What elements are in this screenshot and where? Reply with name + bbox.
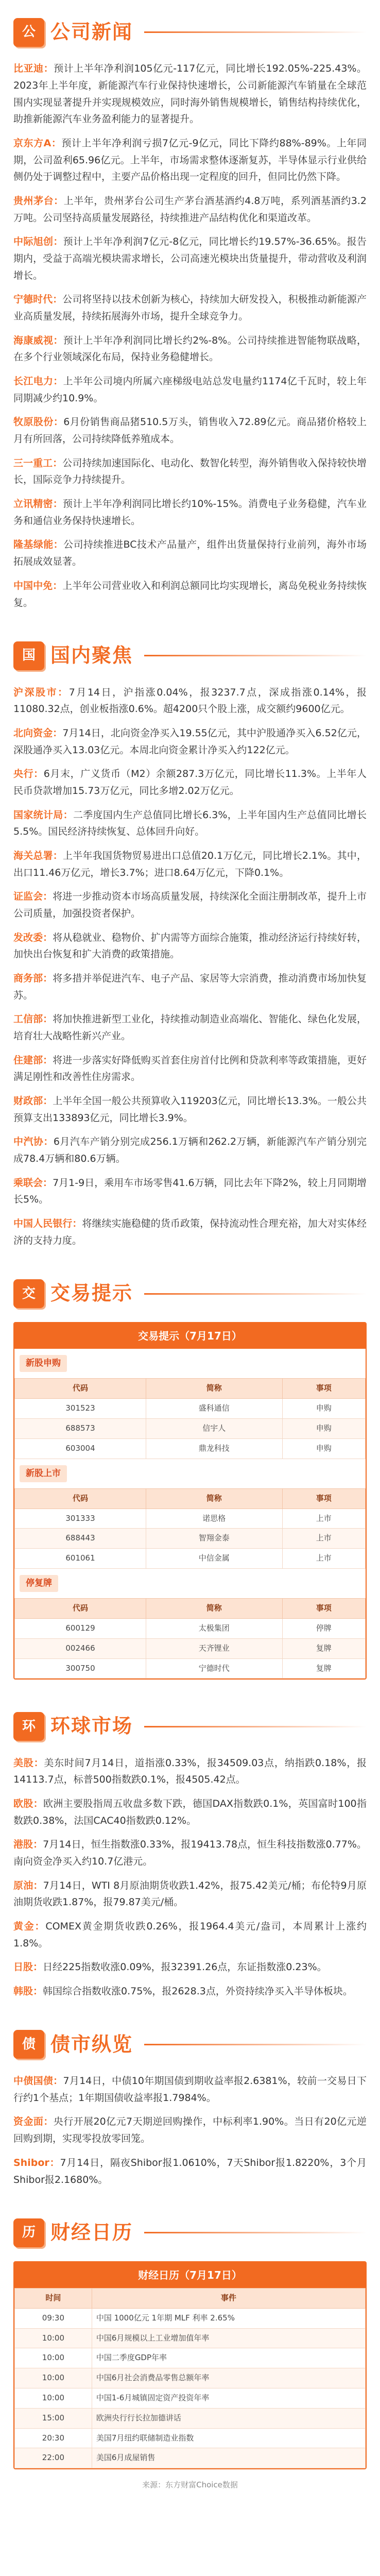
table-cell: 600129 <box>15 1618 146 1638</box>
section-header <box>13 639 367 672</box>
section-header <box>13 1709 367 1743</box>
news-item-subject: 中债国债： <box>13 2075 63 2087</box>
news-item <box>13 291 367 325</box>
section-divider <box>144 1293 367 1295</box>
section-title: 公司新闻 <box>50 21 133 43</box>
bond-icon: 债 <box>13 2030 44 2059</box>
news-item-subject: 港股： <box>13 1839 43 1851</box>
table-cell: 上市 <box>282 1509 365 1529</box>
news-item <box>13 1755 367 1788</box>
table-cell: 智翔金泰 <box>146 1529 282 1549</box>
table-cell: 10:00 <box>15 2328 92 2348</box>
table-row <box>15 1618 366 1638</box>
calendar-icon: 历 <box>13 2218 44 2247</box>
column-header: 代码 <box>15 1488 146 1509</box>
news-item-text: 将多措并举促进汽车、电子产品、家居等大宗消费，推动消费市场加快复苏。 <box>13 972 367 1001</box>
table-row <box>15 1658 366 1679</box>
tips-grid <box>14 1488 366 1569</box>
news-item <box>13 496 367 529</box>
news-item <box>13 888 367 922</box>
news-item-text: 二季度国内生产总值同比增长6.3%，上半年国内生产总值同比增长5.5%。国民经济持续恢复、总体回升向好。 <box>13 809 367 838</box>
news-item-text: 欧洲主要股指周五收盘多数下跌，德国DAX指数跌0.1%，英国富时100指数跌0.38%，法国CAC40指数跌0.12%。 <box>13 1798 367 1826</box>
table-cell: 09:30 <box>15 2308 92 2328</box>
table-cell: 中国 1000亿元 1年期 MLF 利率 2.65% <box>92 2308 365 2328</box>
news-item-subject: 中国中免： <box>13 580 63 591</box>
news-item-subject: 工信部： <box>13 1013 53 1025</box>
global-market-section <box>0 1694 380 2012</box>
news-item-subject: 海关总署： <box>13 850 63 861</box>
company-news-section <box>0 0 380 623</box>
news-item-text: 日经225指数收涨0.09%，报32391.26点，东证指数涨0.23%。 <box>43 1961 327 1973</box>
table-cell: 欧洲央行行长拉加德讲话 <box>92 2408 365 2428</box>
tips-grid <box>14 1378 366 1459</box>
news-item-subject: 住建部： <box>13 1054 53 1066</box>
news-item <box>13 1011 367 1044</box>
news-item-text: 将进一步落实好降低购买首套住房首付比例和贷款利率等政策措施，更好满足刚性和改善性住房需求。 <box>13 1054 367 1083</box>
table-row <box>15 1549 366 1569</box>
table-cell: 688443 <box>15 1529 146 1549</box>
table-cell: 复牌 <box>282 1658 365 1679</box>
news-item-text: 预计上半年净利润亏损7亿元-9亿元，同比下降约88%-89%。上年同期，公司盈利65.96亿元。上半年，市场需求整体逐渐复苏，半导体显示行业供给侧仍处于调整过程中，主要产品价格出现一定程度的回升，但同比仍然下降。 <box>13 138 367 183</box>
table-cell: 601061 <box>15 1549 146 1569</box>
table-row <box>15 2408 366 2428</box>
news-item <box>13 455 367 488</box>
news-item-subject: 韩股： <box>13 1986 43 1997</box>
news-item-text: 7月14日，北向资金净买入19.55亿元，其中沪股通净买入6.52亿元，深股通净买入13.03亿元。本周北向资金累计净买入约122亿元。 <box>13 727 367 756</box>
news-item-subject: 央行： <box>13 768 44 780</box>
news-item-subject: 原油： <box>13 1879 43 1891</box>
news-item-text: 央行开展20亿元7天期逆回购操作，中标利率1.90%。当日有20亿元逆回购到期，实现零投放零回笼。 <box>13 2116 367 2145</box>
table-cell: 10:00 <box>15 2348 92 2368</box>
table-cell: 天齐锂业 <box>146 1638 282 1658</box>
news-item-text: 美东时间7月14日，道指涨0.33%，报34509.03点，纳指跌0.18%，报14113.7点，标普500指数跌0.1%，报4505.42点。 <box>13 1757 367 1786</box>
news-item-text: 将加快推进新型工业化，持续推动制造业高端化、智能化、绿色化发展，培育壮大战略性新兴产业。 <box>13 1013 367 1042</box>
news-item <box>13 536 367 570</box>
news-item-text: 7月14日，恒生指数涨0.33%，报19413.78点，恒生科技指数涨0.77%。南向资金净买入约10.7亿港元。 <box>13 1839 367 1868</box>
globe-icon: 环 <box>13 1712 44 1741</box>
table-cell: 20:30 <box>15 2428 92 2448</box>
table-cell: 中国6月社会消费品零售总额年率 <box>92 2368 365 2388</box>
table-cell: 宁德时代 <box>146 1658 282 1679</box>
finance-calendar-section <box>0 2200 380 2497</box>
table-row <box>15 1399 366 1419</box>
section-divider <box>144 2044 367 2045</box>
news-item-text: 上半年全国一般公共预算收入119203亿元，同比增长13.3%。一般公共预算支出133893亿元，同比增长3.9%。 <box>13 1095 367 1124</box>
news-item-text: 7月1-9日，乘用车市场零售41.6万辆，同比去年下降2%，较上月同期增长5%。 <box>13 1177 367 1206</box>
news-item <box>13 1175 367 1208</box>
table-cell: 301523 <box>15 1399 146 1419</box>
news-item-subject: 发改委： <box>13 931 53 943</box>
news-item <box>13 2073 367 2106</box>
table-cell: 中国二季度GDP年率 <box>92 2348 365 2368</box>
news-item-text: 预计上半年净利润7亿元-8亿元，同比增长约19.57%-36.65%。报告期内，受益于高端光模块需求增长，公司高速光模块出货量提升，带动营收及利润增长。 <box>13 236 367 281</box>
news-item-text: 6月末，广义货币（M2）余额287.3万亿元，同比增长11.3%。上半年人民币贷款增加15.73万亿元，同比多增2.02万亿元。 <box>13 768 367 796</box>
news-item-subject: 长江电力： <box>13 376 63 387</box>
column-header: 简称 <box>146 1379 282 1399</box>
news-item <box>13 1918 367 1952</box>
news-item-subject: 海康威视： <box>13 334 63 346</box>
table-row <box>15 1438 366 1459</box>
section-title: 财经日历 <box>50 2221 133 2244</box>
news-item <box>13 1052 367 1086</box>
table-row <box>15 2428 366 2448</box>
column-header-time: 时间 <box>15 2288 92 2308</box>
news-item-subject: 立讯精密： <box>13 498 63 510</box>
news-item <box>13 233 367 284</box>
company-news-icon: 公 <box>13 18 44 47</box>
news-item <box>13 725 367 758</box>
table-row <box>15 2448 366 2468</box>
news-item-text: 7月14日，隔夜Shibor报1.0610%，7天Shibor报1.8220%，3个月Shibor报2.1680%。 <box>13 2157 367 2185</box>
news-item <box>13 1959 367 1976</box>
news-item-subject: 北向资金： <box>13 727 63 739</box>
news-item <box>13 193 367 226</box>
section-title: 交易提示 <box>50 1282 133 1305</box>
news-item <box>13 1215 367 1249</box>
table-cell: 申购 <box>282 1438 365 1459</box>
news-item <box>13 766 367 799</box>
news-item-subject: 黄金： <box>13 1921 46 1933</box>
news-item-subject: 三一重工： <box>13 457 63 469</box>
news-item-text: 6月汽车产销分别完成256.1万辆和262.2万辆，新能源汽车产销分别完成78.4万辆和80.6万辆。 <box>13 1136 367 1164</box>
table-cell: 002466 <box>15 1638 146 1658</box>
news-item <box>13 929 367 963</box>
news-item-text: 上半年公司营业收入和利润总额同比均实现增长，离岛免税业务持续恢复。 <box>13 580 367 608</box>
news-item-subject: 贵州茅台： <box>13 195 64 207</box>
news-item-text: 上半年公司境内所属六座梯级电站总发电量约1174亿千瓦时，较上年同期减少约10.9%。 <box>13 376 367 404</box>
table-cell: 盛科通信 <box>146 1399 282 1419</box>
column-header: 简称 <box>146 1599 282 1619</box>
table-cell: 10:00 <box>15 2388 92 2408</box>
table-row <box>15 2308 366 2328</box>
table-cell: 美国7月纽约联储制造业指数 <box>92 2428 365 2448</box>
news-item <box>13 1093 367 1126</box>
column-header: 代码 <box>15 1599 146 1619</box>
news-item <box>13 807 367 840</box>
table-cell: 10:00 <box>15 2368 92 2388</box>
section-divider <box>144 1726 367 1727</box>
news-item <box>13 684 367 718</box>
news-item-subject: 欧股： <box>13 1798 43 1810</box>
table-cell: 300750 <box>15 1658 146 1679</box>
trading-tips-section <box>0 1261 380 1694</box>
news-item-subject: 证监会： <box>13 891 53 903</box>
section-divider <box>144 31 367 33</box>
table-cell: 15:00 <box>15 2408 92 2428</box>
news-item <box>13 1795 367 1829</box>
table-cell: 中国1-6月城镇固定资产投资年率 <box>92 2388 365 2408</box>
news-item-text: 上半年我国货物贸易进出口总值20.1万亿元，同比增长2.1%。其中，出口11.46万亿元，增长3.7%；进口8.64万亿元，下降0.1%。 <box>13 850 367 878</box>
news-item-subject: 京东方A： <box>13 138 62 149</box>
news-item <box>13 135 367 185</box>
table-cell: 停牌 <box>282 1618 365 1638</box>
news-item-subject: Shibor： <box>13 2157 60 2168</box>
table-cell: 688573 <box>15 1418 146 1438</box>
news-item <box>13 578 367 611</box>
news-item-subject: 资金面： <box>13 2116 54 2128</box>
table-cell: 美国6月成屋销售 <box>92 2448 365 2468</box>
table-cell: 复牌 <box>282 1638 365 1658</box>
table-cell: 中信金属 <box>146 1549 282 1569</box>
news-item <box>13 1133 367 1167</box>
column-header: 代码 <box>15 1379 146 1399</box>
news-item <box>13 2113 367 2147</box>
news-item-subject: 沪深股市： <box>13 686 69 698</box>
news-item <box>13 848 367 881</box>
news-item-subject: 牧原股份： <box>13 416 64 428</box>
table-title: 交易提示（7月17日） <box>14 1323 366 1349</box>
news-item-subject: 日股： <box>13 1961 43 1973</box>
table-row <box>15 2348 366 2368</box>
calendar-table <box>13 2261 367 2470</box>
news-item-text: COMEX黄金期货收跌0.26%，报1964.4美元/盎司，本周累计上涨约1.8%。 <box>13 1921 367 1949</box>
section-divider <box>144 2232 367 2233</box>
news-item-text: 将从稳就业、稳物价、扩内需等方面综合施策，推动经济运行持续好转，加快出台恢复和扩大消费的政策措施。 <box>13 931 367 960</box>
news-item-text: 7月14日，中债10年期国债到期收益率报2.6381%，较前一交易日下行约1个基点；1年期国债收益率报1.7984%。 <box>13 2075 367 2104</box>
news-item-text: 将进一步推动资本市场高质量发展，持续深化全面注册制改革，提升上市公司质量，加强投资者保护。 <box>13 891 367 919</box>
table-cell: 上市 <box>282 1529 365 1549</box>
section-title: 国内聚焦 <box>50 644 133 667</box>
column-header: 简称 <box>146 1488 282 1509</box>
domestic-news-section <box>0 623 380 1261</box>
section-divider <box>144 655 367 656</box>
news-item <box>13 332 367 366</box>
news-item <box>13 1877 367 1911</box>
table-row <box>15 2368 366 2388</box>
news-item-subject: 中际旭创： <box>13 236 63 248</box>
news-item <box>13 60 367 128</box>
column-header: 事项 <box>282 1488 365 1509</box>
news-item-subject: 商务部： <box>13 972 53 984</box>
table-cell: 22:00 <box>15 2448 92 2468</box>
table-title: 财经日历（7月17日） <box>14 2262 366 2288</box>
news-item-text: 7月14日，沪指涨0.04%，报3237.7点，深成指涨0.14%，报11080.32点，创业板指涨0.6%。超4200只个股上涨，成交额约9600亿元。 <box>13 686 367 715</box>
news-item <box>13 1836 367 1870</box>
news-item-text: 公司持续加速国际化、电动化、数智化转型，海外销售收入保持较快增长，国际竞争力持续提升。 <box>13 457 367 486</box>
trading-tips-icon: 交 <box>13 1279 44 1308</box>
news-item <box>13 1983 367 2000</box>
calendar-grid <box>14 2288 366 2468</box>
table-row <box>15 1418 366 1438</box>
column-header: 事项 <box>282 1379 365 1399</box>
section-title: 环球市场 <box>50 1715 133 1738</box>
news-item-text: 将继续实施稳健的货币政策，保持流动性合理充裕，加大对实体经济的支持力度。 <box>13 1218 367 1246</box>
table-row <box>15 2328 366 2348</box>
news-item-subject: 中汽协： <box>13 1136 54 1148</box>
table-cell: 中国6月规模以上工业增加值年率 <box>92 2328 365 2348</box>
column-header-event: 事件 <box>92 2288 365 2308</box>
news-item-subject: 隆基绿能： <box>13 539 64 551</box>
bond-market-section <box>0 2012 380 2200</box>
table-cell: 301333 <box>15 1509 146 1529</box>
section-title: 债市纵览 <box>50 2032 133 2056</box>
trading-tips-table <box>13 1322 367 1680</box>
table-row <box>15 1638 366 1658</box>
table-cell: 603004 <box>15 1438 146 1459</box>
news-item <box>13 970 367 1004</box>
table-subheading: 新股申购 <box>20 1355 67 1372</box>
table-cell: 上市 <box>282 1549 365 1569</box>
news-item <box>13 2155 367 2188</box>
table-cell: 信宇人 <box>146 1418 282 1438</box>
table-row <box>15 2388 366 2408</box>
domestic-news-icon: 国 <box>13 641 44 670</box>
news-item-subject: 美股： <box>13 1757 44 1769</box>
news-item-subject: 比亚迪： <box>13 63 54 75</box>
table-cell: 诺思格 <box>146 1509 282 1529</box>
news-item-text: 6月份销售商品猪510.5万头，销售收入72.89亿元。商品猪价格较上月有所回落，公司持续降低养殖成本。 <box>13 416 367 445</box>
news-item-text: 预计上半年净利润同比增长约10%-15%。消费电子业务稳健，汽车业务和通信业务保持快速增长。 <box>13 498 367 527</box>
table-row <box>15 1509 366 1529</box>
table-subheading: 停复牌 <box>20 1575 58 1592</box>
news-item-subject: 财政部： <box>13 1095 53 1107</box>
news-item-text: 公司将坚持以技术创新为核心，持续加大研发投入，积极推动新能源产业高质量发展，持续拓展海外市场，提升全球竞争力。 <box>13 294 367 323</box>
news-item-subject: 乘联会： <box>13 1177 53 1189</box>
source-note: 来源：东方财富Choice数据 <box>142 2480 238 2490</box>
news-item-text: 公司持续推进BC技术产品量产，组件出货量保持行业前列，海外市场拓展成效显著。 <box>13 539 367 568</box>
news-item-subject: 中国人民银行： <box>13 1218 82 1229</box>
table-cell: 申购 <box>282 1399 365 1419</box>
news-item-text: 韩国综合指数收涨0.75%，报2628.3点，外资持续净买入半导体板块。 <box>43 1986 353 1997</box>
table-cell: 申购 <box>282 1418 365 1438</box>
news-item <box>13 373 367 406</box>
table-cell: 太极集团 <box>146 1618 282 1638</box>
news-item <box>13 414 367 447</box>
section-header <box>13 2028 367 2061</box>
section-header <box>13 2216 367 2249</box>
news-item-subject: 国家统计局： <box>13 809 73 821</box>
table-subheading: 新股上市 <box>20 1465 67 1482</box>
news-item-text: 预计上半年净利润同比增长约2%-8%。公司持续推进智能物联战略，在多个行业领域深化布局，保持业务稳健增长。 <box>13 334 367 363</box>
section-header <box>13 15 367 49</box>
table-cell: 鼎龙科技 <box>146 1438 282 1459</box>
tips-grid <box>14 1598 366 1679</box>
column-header: 事项 <box>282 1599 365 1619</box>
news-item-subject: 宁德时代： <box>13 294 63 306</box>
news-item-text: 上半年，贵州茅台公司生产茅台酒基酒约4.8万吨，系列酒基酒约3.2万吨。公司坚持高质量发展路径，持续推进产品结构优化和渠道改革。 <box>13 195 367 224</box>
news-item-text: 预计上半年净利润105亿元-117亿元，同比增长192.05%-225.43%。2023年上半年度，新能源汽车行业保持快速增长，公司新能源汽车销量在全球范围内实现显著提升并实现规模效应，同时海外销售规模增长，销售结构持续优化，助推新能源汽车业务盈利能力的显著提升。 <box>13 63 367 125</box>
section-header <box>13 1277 367 1310</box>
table-row <box>15 1529 366 1549</box>
news-item-text: 7月14日，WTI 8月原油期货收跌1.42%，报75.42美元/桶；布伦特9月原油期货收跌1.87%，报79.87美元/桶。 <box>13 1879 367 1908</box>
